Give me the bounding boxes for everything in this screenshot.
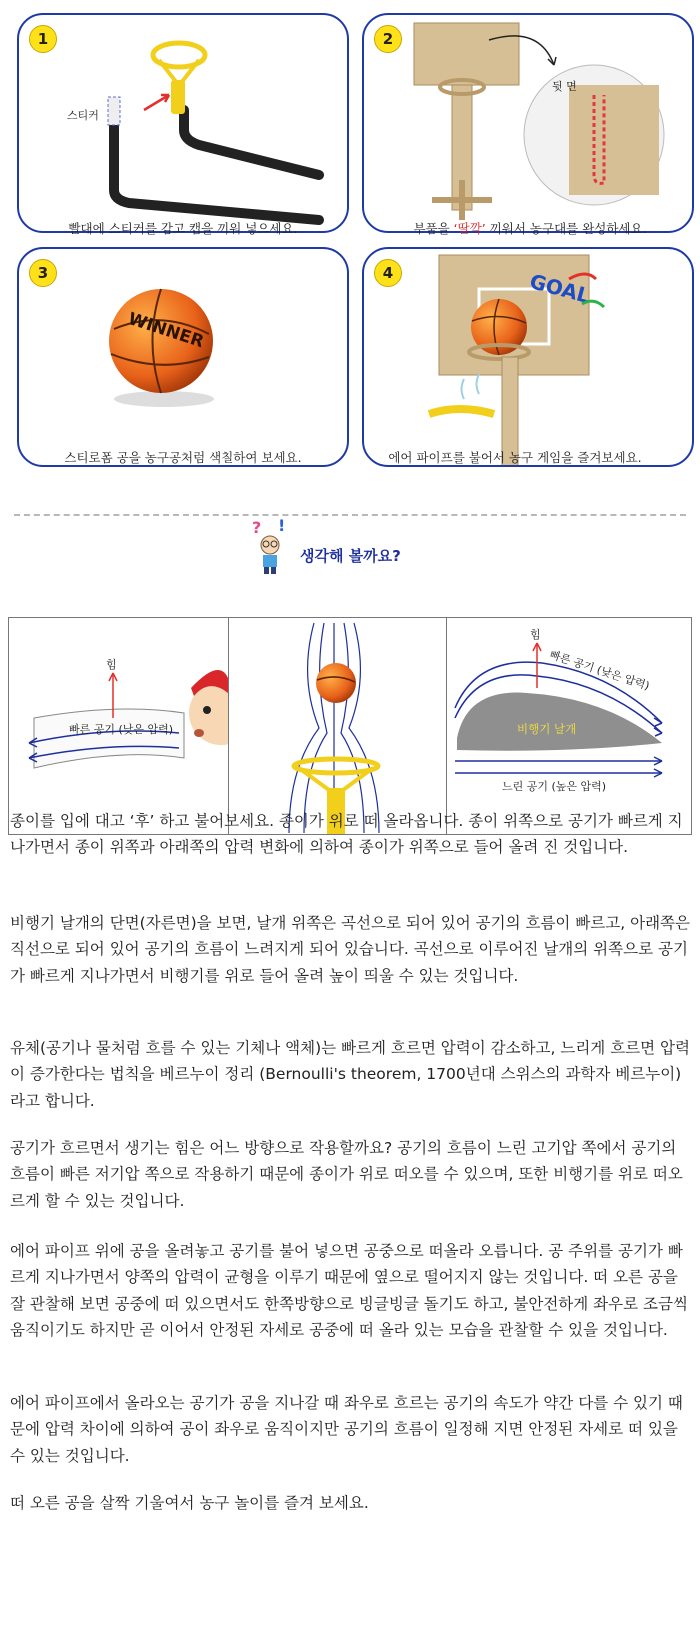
caption-part: 끼워서 농구대를 완성하세요.: [485, 221, 647, 236]
fast-air-label: 빠른 공기 (낮은 압력): [69, 723, 174, 736]
step-1-caption: 빨대에 스티커를 감고 캡을 끼워 넣으세요.: [68, 221, 298, 236]
back-side-label: 뒷 면: [552, 80, 577, 93]
paper-blow-panel: [9, 618, 228, 834]
step-number-badge: 1: [29, 25, 57, 53]
think-title: 생각해 볼까요?: [300, 547, 401, 565]
airplane-wing-illustration: [447, 618, 694, 834]
ball-text: WINNER: [125, 308, 207, 353]
paragraph-6: 에어 파이프에서 올라오는 공기가 공을 지나갈 때 좌우로 흐르는 공기의 속도가 약간 다를 수 있기 때문에 압력 차이에 의하여 공이 좌우로 움직이지만 공기의 흐름이 일정해 지면 안정된 자세로 떠 있을 수 있는 것입니다.: [10, 1394, 683, 1465]
force-label: 힘: [106, 658, 117, 671]
paragraph-5: 에어 파이프 위에 공을 올려놓고 공기를 불어 넣으면 공중으로 떠올라 오릅니다. 공 주위를 공기가 빠르게 지나가면서 양쪽의 압력이 균형을 이루기 때문에 옆으로 떨어지지 않는 것입니다. 떠 오른 공을 잘 관찰해 보면 공중에 떠 있으면서도 한쪽방향으로 빙글빙글 돌기도 하고, 불안전하게 좌우로 조금씩 움직이기도 하지만 곧 이어서 안정된 자세로 공중에 떠 올라 있는 모습을 관찰할 수 있을 것입니다.: [10, 1242, 688, 1339]
paragraph-3: 유체(공기나 물처럼 흐를 수 있는 기체나 액체)는 빠르게 흐르면 압력이 감소하고, 느리게 흐르면 압력이 증가한다는 법칙을 베르누이 정리 (Bernoulli's theorem, 1700년대 스위스의 과학자 베르누이)라고 합니다.: [10, 1039, 690, 1110]
step-number-badge: 2: [374, 25, 402, 53]
playing-game-illustration: [364, 249, 694, 467]
wing-label: 비행기 날개: [517, 722, 577, 736]
svg-text:!: !: [278, 516, 286, 535]
thinking-character-icon: [250, 515, 294, 577]
caption-highlight: ‘딸깍’: [453, 221, 486, 236]
step-2-card: [362, 13, 694, 233]
paragraph-7: 떠 오른 공을 살짝 기울여서 농구 놀이를 즐겨 보세요.: [10, 1494, 369, 1512]
step-1-card: [17, 13, 349, 233]
paragraph-2: 비행기 날개의 단면(자른면)을 보면, 날개 위쪽은 곡선으로 되어 있어 공기의 흐름이 빠르고, 아래쪽은 직선으로 되어 있어 공기의 흐름이 느려지게 되어 있습니다. 곡선으로 이루어진 날개의 위쪽으로 공기가 빠르게 지나가면서 비행기를 위로 들어 올려 높이 띄울 수 있는 것입니다.: [10, 914, 690, 985]
painted-ball-illustration: [19, 249, 349, 467]
hoop-assembly-illustration: [364, 15, 694, 233]
step-3-caption: 스티로폼 공을 농구공처럼 색칠하여 보세요.: [64, 450, 302, 465]
goal-text: GOAL: [527, 269, 593, 309]
paper-blow-illustration: [9, 618, 228, 834]
floating-ball-illustration: [229, 618, 447, 834]
sticker-label: 스티커: [67, 109, 99, 122]
slow-air-label: 느린 공기 (높은 압력): [502, 780, 607, 793]
step-number-badge: 4: [374, 259, 402, 287]
paragraph-4: 공기가 흐르면서 생기는 힘은 어느 방향으로 작용할까요? 공기의 흐름이 느린 고기압 쪽에서 공기의 흐름이 빠른 저기압 쪽으로 작용하기 때문에 종이가 위로 떠오를 수 있으며, 또한 비행기를 위로 떠오르게 할 수 있는 것입니다.: [10, 1139, 683, 1210]
step-4-card: [362, 247, 694, 467]
step-number-badge: 3: [29, 259, 57, 287]
step-3-card: [17, 247, 349, 467]
step-4-caption: 에어 파이프를 불어서 농구 게임을 즐겨보세요.: [388, 450, 642, 465]
step-2-caption: [360, 219, 700, 237]
straw-assembly-illustration: [19, 15, 349, 233]
dashed-divider: [14, 514, 686, 516]
svg-text:?: ?: [252, 518, 262, 537]
caption-part: 부품을: [413, 221, 454, 236]
airplane-wing-panel: [446, 618, 694, 834]
floating-ball-panel: [228, 618, 447, 834]
force-label: 힘: [530, 628, 541, 641]
paragraph-1: 종이를 입에 대고 ‘후’ 하고 불어보세요. 종이가 위로 떠 올라옵니다. 종이 위쪽으로 공기가 빠르게 지나가면서 종이 위쪽과 아래쪽의 압력 변화에 의하여 종이가 위쪽으로 들어 올려 진 것입니다.: [10, 812, 683, 857]
fast-air-label: 빠른 공기 (낮은 압력): [548, 648, 652, 693]
bernoulli-diagram: [8, 617, 692, 835]
